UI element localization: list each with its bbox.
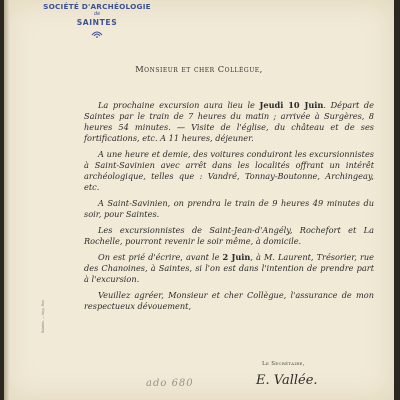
letter-page (4, 0, 394, 400)
paragraph-text: On est prié d'écrire, avant le (98, 252, 223, 262)
paragraph-text: . Départ de Saintes par le train de 7 heures du matin ; arrivée à Surgères, 8 heures 54 minutes. — Visite de l'église, du château et de ses fortifications, etc. A 11 heures, déjeuner. (84, 100, 374, 143)
ornament-icon (90, 28, 104, 38)
paragraph-text: La prochaine excursion aura lieu le (98, 100, 260, 110)
paragraph-schedule (84, 100, 374, 144)
registration-deadline: 2 Juin (222, 252, 251, 262)
paragraph-closing: Veuillez agréer, Monsieur et cher Collègue, l'assurance de mon respectueux dévouement, (84, 290, 374, 311)
letterhead-de: de (93, 11, 101, 17)
society-name: SOCIÉTÉ D'ARCHÉOLOGIE (43, 2, 151, 11)
salutation: Monsieur et cher Collègue, (135, 64, 263, 74)
letterhead (32, 2, 162, 38)
letter-body (84, 100, 374, 317)
city-name: SAINTES (76, 18, 118, 27)
page-edge (4, 0, 10, 400)
handwritten-stamp: ado 680 (146, 378, 194, 389)
signature: E. Vallée. (256, 373, 318, 388)
paragraph-return-train: A Saint-Savinien, on prendra le train de 9 heures 49 minutes du soir, pour Saintes. (84, 198, 374, 219)
paragraph-carriages: A une heure et demie, des voitures conduiront les excursionnistes à Saint-Savinien avec arrêt dans les localités offrant un intérêt archéologique, telles que : Vandré, Tonnay-Boutonne, Archingeay, etc. (84, 149, 374, 192)
paragraph-registration (84, 252, 374, 285)
excursion-date: Jeudi 10 Juin (259, 100, 324, 110)
paragraph-excursionists: Les excursionnistes de Saint-Jean-d'Angély, Rochefort et La Rochelle, pourront revenir le soir même, à domicile. (84, 225, 374, 246)
printer-imprint: Saintes. — Imp. Hus (41, 300, 45, 334)
secretary-label: Le Secrétaire, (262, 361, 305, 367)
paragraph-text: , à M. Laurent, Trésorier, rue des Chanoines, à Saintes, si l'on est dans l'intention de prendre part à l'excursion. (84, 252, 374, 284)
